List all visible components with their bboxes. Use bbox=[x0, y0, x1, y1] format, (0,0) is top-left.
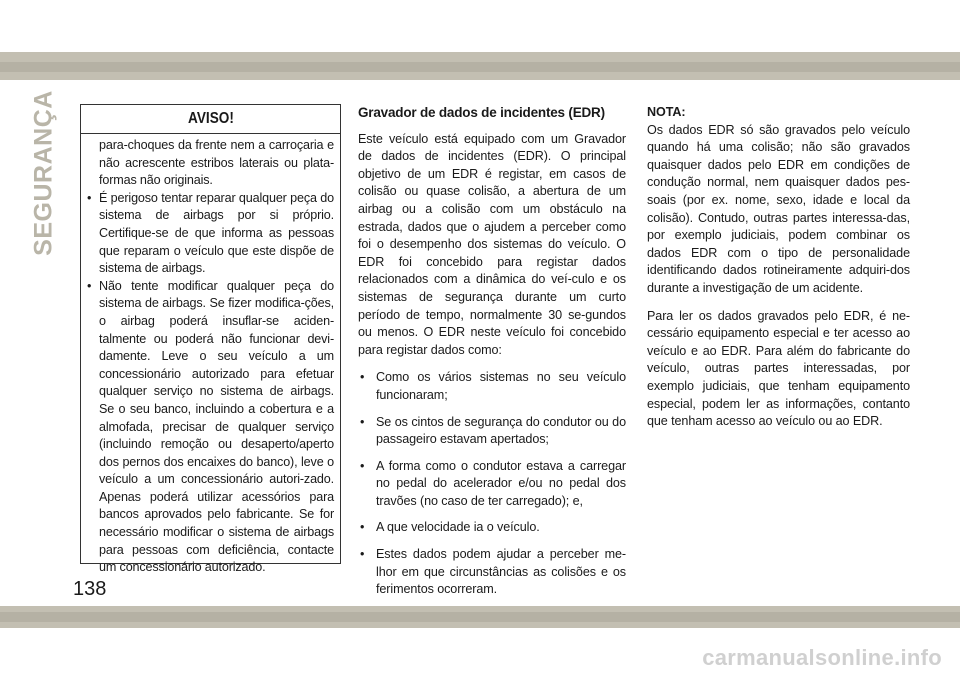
note-label: NOTA: bbox=[647, 105, 686, 119]
edr-column bbox=[358, 104, 626, 608]
top-decor-band bbox=[0, 52, 960, 80]
list-item: • Como os vários sistemas no seu veículo funcionaram; bbox=[360, 370, 626, 402]
watermark: carmanualsonline.info bbox=[702, 645, 942, 670]
edr-paragraph: Este veículo está equipado com um Gravador de dados de incidentes (EDR). O principal objetivo de um EDR é registar, em casos de colisão ou quase colisão, a abertura de um airbag ou a colisão com um obstáculo na estrada, dados que o ajudem a perceber como foi o desempenho dos sistemas do veículo. O EDR foi concebido para registar dados relacionados com a dinâmica do veí-culo e os sistemas de segurança durante um curto período de tempo, normalmente 30 se-gundos ou menos. O EDR neste veículo foi concebido para registar dados como: bbox=[358, 131, 626, 357]
warning-header bbox=[81, 105, 340, 134]
warning-intro: para-choques da frente nem a carroçaria e não acrescente estribos laterais ou plata-formas não originais. bbox=[99, 138, 334, 188]
warning-title: AVISO! bbox=[187, 110, 234, 127]
warning-box bbox=[80, 104, 341, 575]
note-column bbox=[647, 104, 910, 441]
edr-heading: Gravador de dados de incidentes (EDR) bbox=[358, 105, 605, 120]
warning-bullet: • Não tente modificar qualquer peça do sistema de airbags. Se fizer modifica-ções, o airbag poderá insuflar-se aciden-talmente ou poderá não funcionar devi-damente. Leve o seu veículo a um concessionário autorizado para efetuar qualquer serviço no sistema de airbags. Se o seu banco, incluindo a cobertura e a almofada, precisar de qualquer serviço (incluindo remoção ou desaperto/aperto dos pernos dos encaixes do banco), leve o veículo a um concessionário autori-zado. Apenas poderá utilizar acessórios para bancos aprovados pelo fabricante. Se for necessário modificar o sistema de airbags para pessoas com deficiência, contacte um concessionário autorizado. bbox=[87, 278, 334, 575]
section-tab-label: SEGURANÇA bbox=[29, 90, 58, 256]
warning-bullet: • É perigoso tentar reparar qualquer peça do sistema de airbags por si próprio. Certifique-se de que informa as pessoas que reparam o veículo que este dispõe de sistema de airbags. bbox=[87, 190, 334, 276]
list-item: • Estes dados podem ajudar a perceber me-lhor em que circunstâncias as colisões e os ferimentos ocorreram. bbox=[360, 547, 626, 597]
list-item: • Se os cintos de segurança do condutor ou do passageiro estavam apertados; bbox=[360, 414, 626, 447]
list-item: • A que velocidade ia o veículo. bbox=[360, 520, 540, 535]
list-item: • A forma como o condutor estava a carregar no pedal do acelerador e/ou no pedal dos travões (no caso de ter carregado); e, bbox=[360, 458, 626, 508]
warning-body bbox=[87, 137, 334, 577]
note-paragraph: Para ler os dados gravados pelo EDR, é ne-cessário equipamento especial e ter acesso ao veículo e ao EDR. Para além do fabricante do veículo, outras partes interessadas, por exemplo judiciais, que tenham equipamento especial, podem ler as informações, contanto que tenham acesso ao veículo ou ao EDR. bbox=[647, 308, 910, 429]
note-paragraph: Os dados EDR só são gravados pelo veículo quando há uma colisão; não são gravados quaisquer dados pelo EDR em condições de condução normal, nem quaisquer dados pes-soais (por ex. nome, sexo, idade e local da colisão). Contudo, outras partes interessa-das, por exemplo judiciais, podem combinar os dados EDR com o tipo de personalidade identificando dados rotineiramente adquiri-dos durante a investigação de um acidente. bbox=[647, 122, 910, 295]
bottom-decor-band bbox=[0, 606, 960, 628]
section-tab bbox=[24, 90, 64, 256]
page-number: 138 bbox=[73, 578, 107, 600]
